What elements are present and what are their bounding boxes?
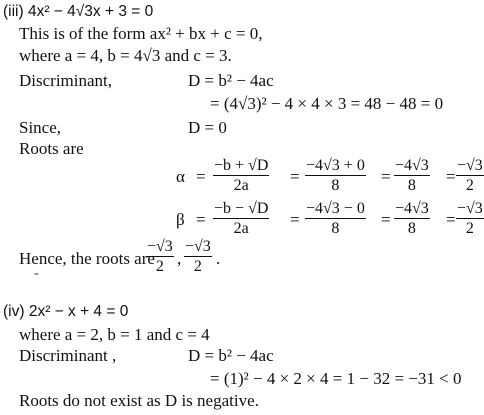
- discriminant-calculation: = (1)² − 4 × 2 × 4 = 1 − 32 = −31 < 0: [210, 369, 462, 388]
- beta-formula-fraction: [213, 200, 269, 238]
- roots-separator: ,: [177, 249, 182, 268]
- sentence-period: .: [216, 249, 221, 268]
- fraction-numerator: −4√3: [395, 157, 429, 174]
- alpha-formula-fraction: [213, 157, 269, 195]
- alpha-simplified-fraction: [394, 157, 430, 195]
- fraction-denominator: 2a: [213, 175, 269, 195]
- discriminant-definition: D = b² − 4ac: [188, 71, 274, 90]
- fraction-denominator: 8: [305, 218, 366, 238]
- root-two-fraction: [184, 238, 212, 276]
- roots-label: Roots are: [19, 139, 84, 158]
- part-iii-heading: (iii) 4x² − 4√3x + 3 = 0: [3, 3, 154, 20]
- fraction-denominator: 8: [305, 175, 366, 195]
- since-value: D = 0: [188, 118, 227, 137]
- fraction-numerator: −√3: [147, 238, 173, 255]
- equals-sign: =: [381, 167, 391, 186]
- coefficients-line: where a = 4, b = 4√3 and c = 3.: [19, 46, 232, 65]
- discriminant-label: Discriminant ,: [19, 346, 117, 365]
- fraction-numerator: −4√3 + 0: [306, 157, 365, 174]
- stray-mark: -: [34, 266, 39, 281]
- fraction-denominator: 8: [394, 218, 430, 238]
- alpha-substituted-fraction: [305, 157, 366, 195]
- fraction-denominator: 2: [146, 256, 174, 276]
- coefficients-line: where a = 2, b = 1 and c = 4: [19, 325, 210, 344]
- alpha-result-fraction: [456, 157, 484, 195]
- part-iv-heading: (iv) 2x² − x + 4 = 0: [3, 303, 129, 320]
- conclusion-text: Roots do not exist as D is negative.: [19, 391, 259, 410]
- hence-text: Hence, the roots are: [19, 249, 155, 268]
- beta-simplified-fraction: [394, 200, 430, 238]
- fraction-numerator: −√3: [457, 200, 483, 217]
- beta-symbol: β: [176, 210, 185, 229]
- fraction-denominator: 2a: [213, 218, 269, 238]
- fraction-denominator: 2: [456, 218, 484, 238]
- root-one-fraction: [146, 238, 174, 276]
- beta-equals: =: [196, 210, 206, 229]
- equals-sign: =: [446, 210, 456, 229]
- fraction-numerator: −4√3: [395, 200, 429, 217]
- equals-sign: =: [290, 167, 300, 186]
- fraction-denominator: 2: [456, 175, 484, 195]
- form-statement: This is of the form ax² + bx + c = 0,: [19, 24, 263, 43]
- fraction-denominator: 2: [184, 256, 212, 276]
- fraction-numerator: −b − √D: [214, 200, 269, 217]
- beta-result-fraction: [456, 200, 484, 238]
- alpha-symbol: α: [176, 167, 185, 186]
- fraction-numerator: −√3: [457, 157, 483, 174]
- beta-substituted-fraction: [305, 200, 366, 238]
- fraction-denominator: 8: [394, 175, 430, 195]
- fraction-numerator: −√3: [185, 238, 211, 255]
- alpha-equals: =: [196, 167, 206, 186]
- discriminant-definition: D = b² − 4ac: [188, 346, 274, 365]
- discriminant-label: Discriminant,: [19, 71, 113, 90]
- discriminant-calculation: = (4√3)² − 4 × 4 × 3 = 48 − 48 = 0: [210, 94, 444, 113]
- equals-sign: =: [290, 210, 300, 229]
- equals-sign: =: [381, 210, 391, 229]
- equals-sign: =: [446, 167, 456, 186]
- fraction-numerator: −b + √D: [214, 157, 269, 174]
- since-label: Since,: [19, 118, 62, 137]
- fraction-numerator: −4√3 − 0: [306, 200, 365, 217]
